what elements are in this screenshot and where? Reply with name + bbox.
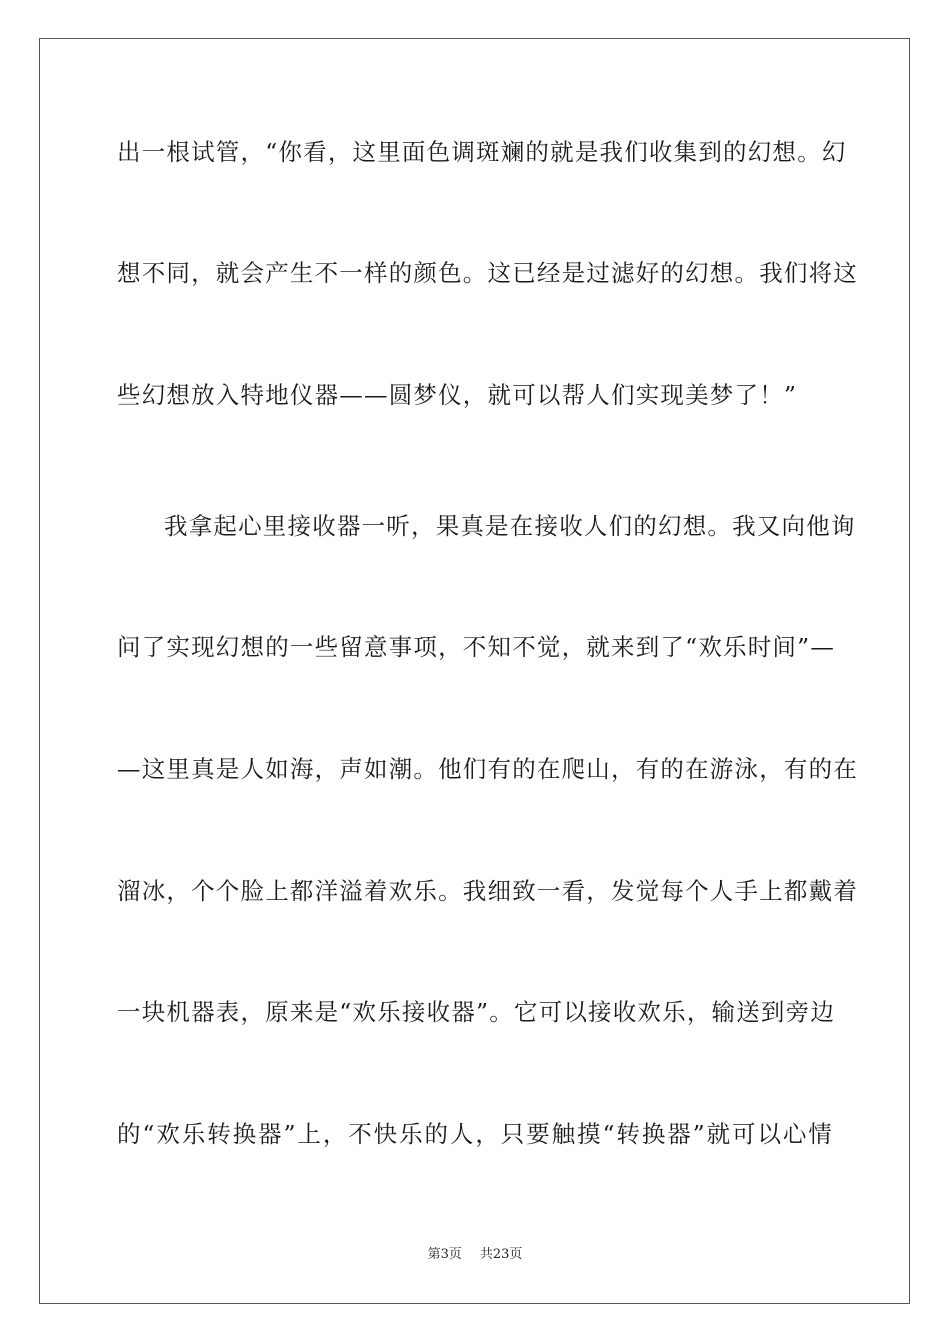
- text-line-8: 一块机器表，原来是“欢乐接收器”。它可以接收欢乐，输送到旁边: [117, 998, 836, 1026]
- text-line-3: 些幻想放入特地仪器——圆梦仪，就可以帮人们实现美梦了！”: [117, 381, 798, 409]
- page-number: 第3页: [427, 1247, 462, 1262]
- page-frame: [39, 38, 910, 1304]
- text-line-4: 我拿起心里接收器一听，果真是在接收人们的幻想。我又向他询: [164, 512, 856, 540]
- text-line-2: 想不同，就会产生不一样的颜色。这已经是过滤好的幻想。我们将这: [117, 259, 858, 287]
- text-line-6: —这里真是人如海，声如潮。他们有的在爬山，有的在游泳，有的在: [117, 755, 858, 783]
- text-line-5: 问了实现幻想的一些留意事项，不知不觉，就来到了“欢乐时间”—: [117, 633, 836, 661]
- page-footer: [0, 1246, 950, 1264]
- text-line-7: 溜冰，个个脸上都洋溢着欢乐。我细致一看，发觉每个人手上都戴着: [117, 877, 858, 905]
- text-line-9: 的“欢乐转换器”上，不快乐的人，只要触摸“转换器”就可以心情: [117, 1120, 833, 1148]
- text-line-1: 出一根试管，“你看，这里面色调斑斓的就是我们收集到的幻想。幻: [117, 138, 847, 166]
- page-total: 共23页: [479, 1247, 523, 1262]
